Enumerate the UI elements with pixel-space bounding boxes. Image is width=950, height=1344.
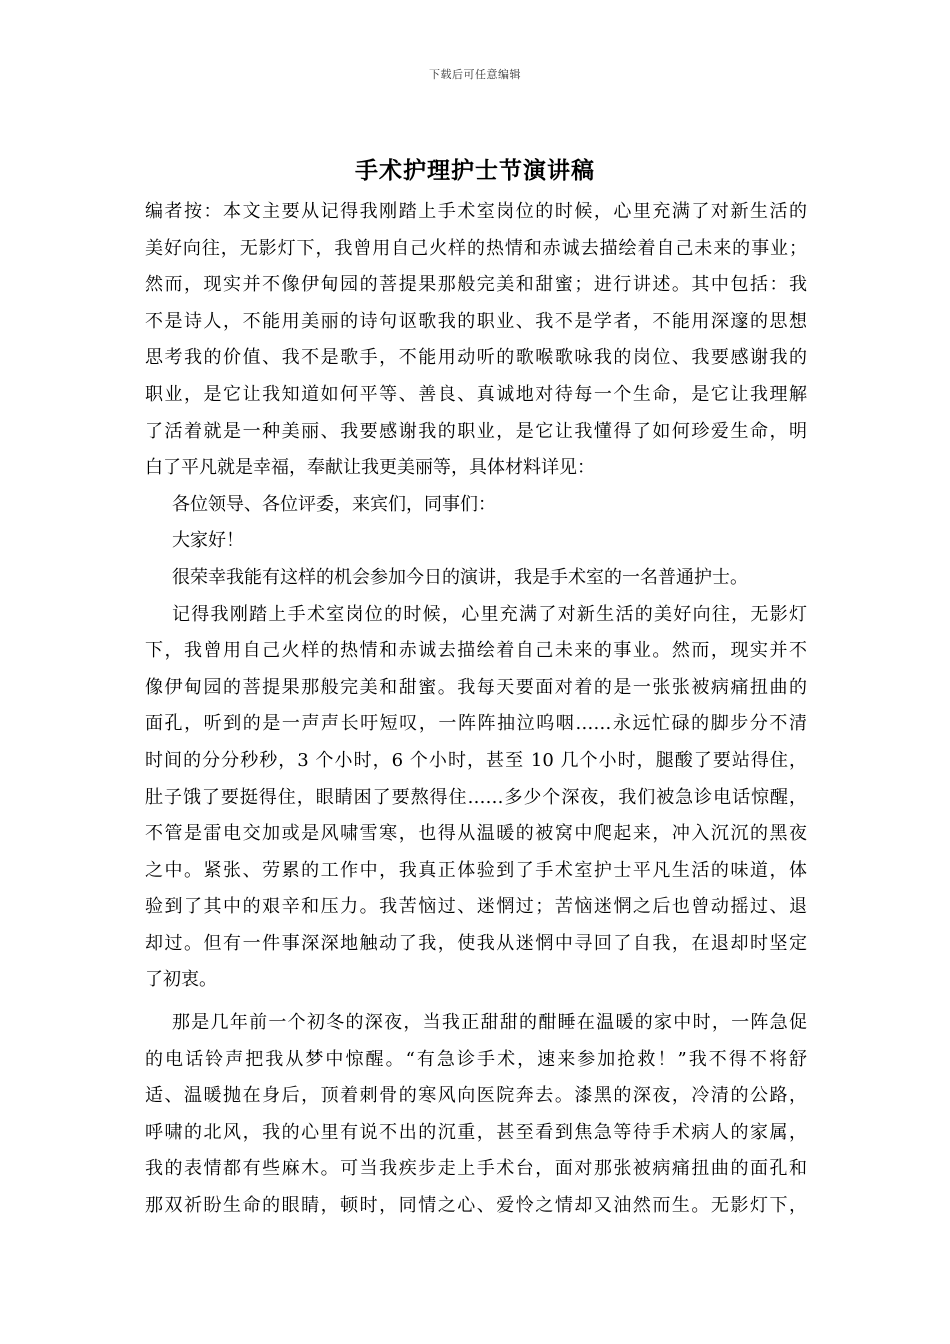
body-line: 职业，是它让我知道如何平等、善良、真诚地对待每一个生命，是它让我理解 <box>145 383 807 405</box>
body-line: 不管是雷电交加或是风啸雪寒，也得从温暖的被窝中爬起来，冲入沉沉的黑夜 <box>145 823 807 845</box>
body-line: 像伊甸园的菩提果那般完美和甜蜜。我每天要面对着的是一张张被病痛扭曲的 <box>145 676 807 698</box>
body-line: 的电话铃声把我从梦中惊醒。“有急诊手术，速来参加抢救！”我不得不将舒 <box>145 1048 807 1070</box>
document-body <box>145 194 807 1225</box>
body-line: 之中。紧张、劳累的工作中，我真正体验到了手术室护士平凡生活的味道，体 <box>145 859 807 881</box>
header-note: 下载后可任意编辑 <box>429 68 521 81</box>
body-line: 不是诗人，不能用美丽的诗句讴歌我的职业、我不是学者，不能用深邃的思想 <box>145 310 807 332</box>
document-title: 手术护理护士节演讲稿 <box>355 157 595 184</box>
body-line: 时间的分分秒秒，3 个小时，6 个小时，甚至 10 几个小时，腿酸了要站得住， <box>145 749 807 771</box>
body-line: 各位领导、各位评委，来宾们，同事们： <box>172 493 496 515</box>
body-line: 下，我曾用自己火样的热情和赤诚去描绘着自己未来的事业。然而，现实并不 <box>145 640 807 662</box>
body-line: 思考我的价值、我不是歌手，不能用动听的歌喉歌咏我的岗位、我要感谢我的 <box>145 347 807 369</box>
body-line: 验到了其中的艰辛和压力。我苦恼过、迷惘过；苦恼迷惘之后也曾动摇过、退 <box>145 896 807 918</box>
body-line: 我的表情都有些麻木。可当我疾步走上手术台，面对那张被病痛扭曲的面孔和 <box>145 1158 807 1180</box>
body-line: 记得我刚踏上手术室岗位的时候，心里充满了对新生活的美好向往，无影灯 <box>172 603 807 625</box>
body-line: 白了平凡就是幸福，奉献让我更美丽等，具体材料详见： <box>145 457 595 479</box>
body-line: 了活着就是一种美丽、我要感谢我的职业，是它让我懂得了如何珍爱生命，明 <box>145 420 807 442</box>
body-line: 面孔，听到的是一声声长吁短叹，一阵阵抽泣呜咽……永远忙碌的脚步分不清 <box>145 713 807 735</box>
body-line: 呼啸的北风，我的心里有说不出的沉重，甚至看到焦急等待手术病人的家属， <box>145 1121 807 1143</box>
body-line: 那双祈盼生命的眼睛，顿时，同情之心、爱怜之情却又油然而生。无影灯下， <box>145 1195 807 1217</box>
body-line: 那是几年前一个初冬的深夜，当我正甜甜的酣睡在温暖的家中时，一阵急促 <box>172 1012 807 1034</box>
body-line: 美好向往，无影灯下，我曾用自己火样的热情和赤诚去描绘着自己未来的事业； <box>145 237 807 259</box>
body-line: 了初衷。 <box>145 969 217 991</box>
body-line: 适、温暖抛在身后，顶着刺骨的寒风向医院奔去。漆黑的深夜，冷清的公路， <box>145 1085 807 1107</box>
body-line: 然而，现实并不像伊甸园的菩提果那般完美和甜蜜；进行讲述。其中包括：我 <box>145 274 807 296</box>
body-line: 却过。但有一件事深深地触动了我，使我从迷惘中寻回了自我，在退却时坚定 <box>145 932 807 954</box>
body-line: 编者按：本文主要从记得我刚踏上手术室岗位的时候，心里充满了对新生活的 <box>145 201 807 222</box>
body-line: 肚子饿了要挺得住，眼睛困了要熬得住……多少个深夜，我们被急诊电话惊醒， <box>145 786 807 808</box>
body-line: 很荣幸我能有这样的机会参加今日的演讲，我是手术室的一名普通护士。 <box>172 566 748 588</box>
body-line: 大家好！ <box>172 530 244 552</box>
